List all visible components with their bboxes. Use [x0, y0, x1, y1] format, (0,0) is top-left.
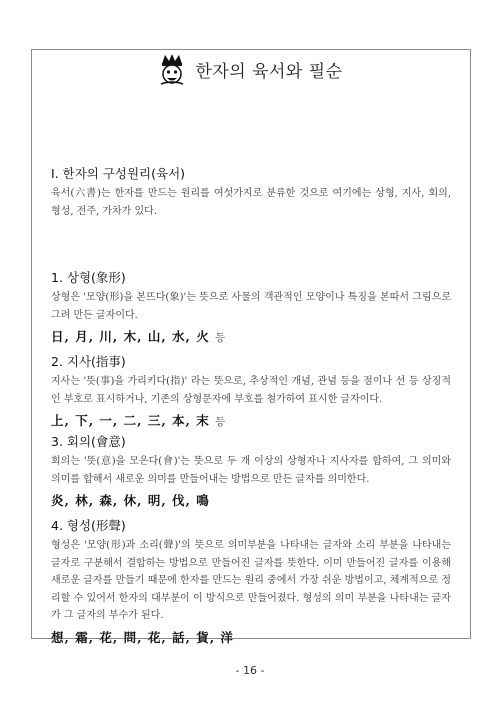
example-characters: 炎, 林, 森, 休, 明, 伐, 鳴: [51, 493, 210, 508]
section-heading: 3. 회의(會意): [51, 434, 126, 449]
section-text: 회의는 '뜻(意)을 모은다(會)'는 뜻으로 두 개 이상의 상형자나 지사자를 합하여, 그 의미와 의미를 합해서 새로운 의미를 만들어내는 방법으로 만든 글자를 의미한다.: [51, 456, 451, 485]
section-text: 지사는 '뜻(事)을 가리키다(指)' 라는 뜻으로, 추상적인 개념, 관념 등을 점이나 선 등 상징적인 부호로 표시하거나, 기존의 상형문자에 부호를 첨가하여 표시한 글자이다.: [51, 376, 451, 405]
title-area: [0, 52, 500, 86]
section-heading: 2. 지사(指事): [51, 354, 126, 369]
section-text: 형성은 '모양(形)과 소리(聲)'의 뜻으로 의미부분을 나타내는 글자와 소리 부분을 나타내는 글자로 구분해서 결합하는 방법으로 만들어진 글자를 뜻한다. 이미 만들어진 글자를 이용해 새로운 글자를 만들기 때문에 한자를 만드는 원리 중에서 가장 쉬운 방법이고, 체계적으로 정리할 수 있어서 한자의 대부분이 이 방식으로 만들어졌다. 형성의 의미 부분을 나타내는 글자가 그 글자의 부수가 된다.: [51, 540, 451, 621]
section-phonetic: [51, 516, 451, 646]
page-number: - 16 -: [235, 664, 265, 677]
example-characters: 日, 月, 川, 木, 山, 水, 火 등: [51, 329, 227, 344]
king-mascot-icon: [157, 52, 187, 86]
section-indicative: [51, 352, 451, 429]
section-text: 육서(六書)는 한자를 만드는 원리를 여섯가지로 분류한 것으로 여기에는 상형, 지사, 회의, 형성, 전주, 가차가 있다.: [51, 188, 451, 217]
example-characters: 想, 霜, 花, 問, 花, 話, 貨, 洋: [51, 629, 234, 645]
section-heading: Ⅰ. 한자의 구성원리(육서): [51, 166, 186, 181]
section-heading: 4. 형성(形聲): [51, 518, 126, 533]
intro-section: [51, 164, 451, 220]
page-title: 한자의 육서와 필순: [195, 61, 343, 82]
section-compound: [51, 432, 451, 509]
example-characters: 上, 下, 一, 二, 三, 本, 末 등: [51, 413, 227, 428]
section-text: 상형은 '모양(形)을 본뜨다(象)'는 뜻으로 사물의 객관적인 모양이나 특징을 본따서 그림으로 그려 만든 글자이다.: [51, 292, 451, 321]
section-heading: 1. 상형(象形): [51, 270, 126, 285]
section-pictograph: [51, 268, 451, 345]
